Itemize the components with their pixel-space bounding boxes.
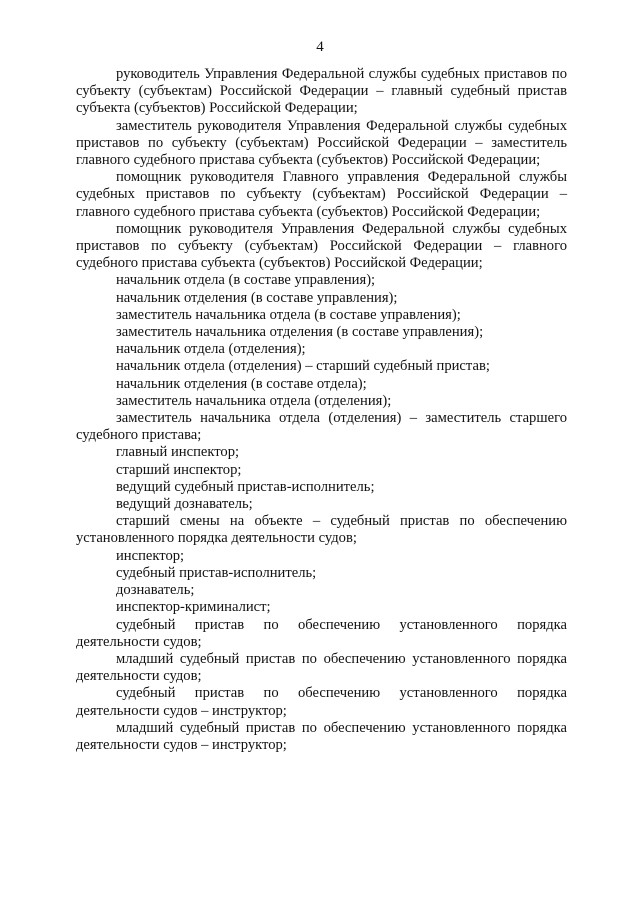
list-item: судебный пристав по обеспечению установленного порядка деятельности судов – инструктор; <box>76 685 567 719</box>
list-item: старший смены на объекте – судебный пристав по обеспечению установленного порядка деятельности судов; <box>76 513 567 547</box>
list-item: заместитель начальника отдела (отделения) – заместитель старшего судебного пристава; <box>76 410 567 444</box>
list-item: руководитель Управления Федеральной службы судебных приставов по субъекту (субъектам) Российской Федерации – главный судебный пристав субъекта (субъектов) Российской Федерации; <box>76 66 567 117</box>
list-item: начальник отделения (в составе управления); <box>116 289 398 306</box>
list-item: заместитель начальника отдела (отделения); <box>116 392 392 409</box>
position-list <box>76 66 567 754</box>
list-item: старший инспектор; <box>116 461 242 478</box>
list-item: начальник отдела (отделения) – старший судебный пристав; <box>116 358 490 375</box>
list-item: ведущий судебный пристав-исполнитель; <box>116 478 375 495</box>
list-item: младший судебный пристав по обеспечению установленного порядка деятельности судов; <box>76 650 567 685</box>
page-number: 4 <box>316 39 324 55</box>
list-item: начальник отдела (отделения); <box>116 341 306 358</box>
list-item: заместитель начальника отдела (в составе управления); <box>116 306 461 323</box>
list-item: младший судебный пристав по обеспечению установленного порядка деятельности судов – инструктор; <box>76 719 567 753</box>
list-item: заместитель начальника отделения (в составе управления); <box>116 324 484 341</box>
list-item: инспектор; <box>116 547 185 564</box>
list-item: начальник отделения (в составе отдела); <box>116 375 367 392</box>
list-item: помощник руководителя Управления Федеральной службы судебных приставов по субъекту (субъектам) Российской Федерации – главного судебного пристава субъекта (субъектов) Российской Федерации; <box>76 220 567 272</box>
list-item: инспектор-криминалист; <box>116 599 271 616</box>
list-item: судебный пристав-исполнитель; <box>116 564 317 581</box>
list-item: заместитель руководителя Управления Федеральной службы судебных приставов по субъекту (субъектам) Российской Федерации – заместитель главного судебного пристава субъекта (субъектов) Российской Федерации; <box>76 117 567 169</box>
list-item: помощник руководителя Главного управления Федеральной службы судебных приставов по субъекту (субъектам) Российской Федерации – главного судебного пристава субъекта (субъектов) Российской Федерации; <box>76 169 567 220</box>
list-item: начальник отдела (в составе управления); <box>116 272 376 289</box>
list-item: главный инспектор; <box>116 444 240 461</box>
list-item: ведущий дознаватель; <box>116 496 253 513</box>
list-item: дознаватель; <box>116 582 195 599</box>
list-item: судебный пристав по обеспечению установленного порядка деятельности судов; <box>76 616 567 650</box>
